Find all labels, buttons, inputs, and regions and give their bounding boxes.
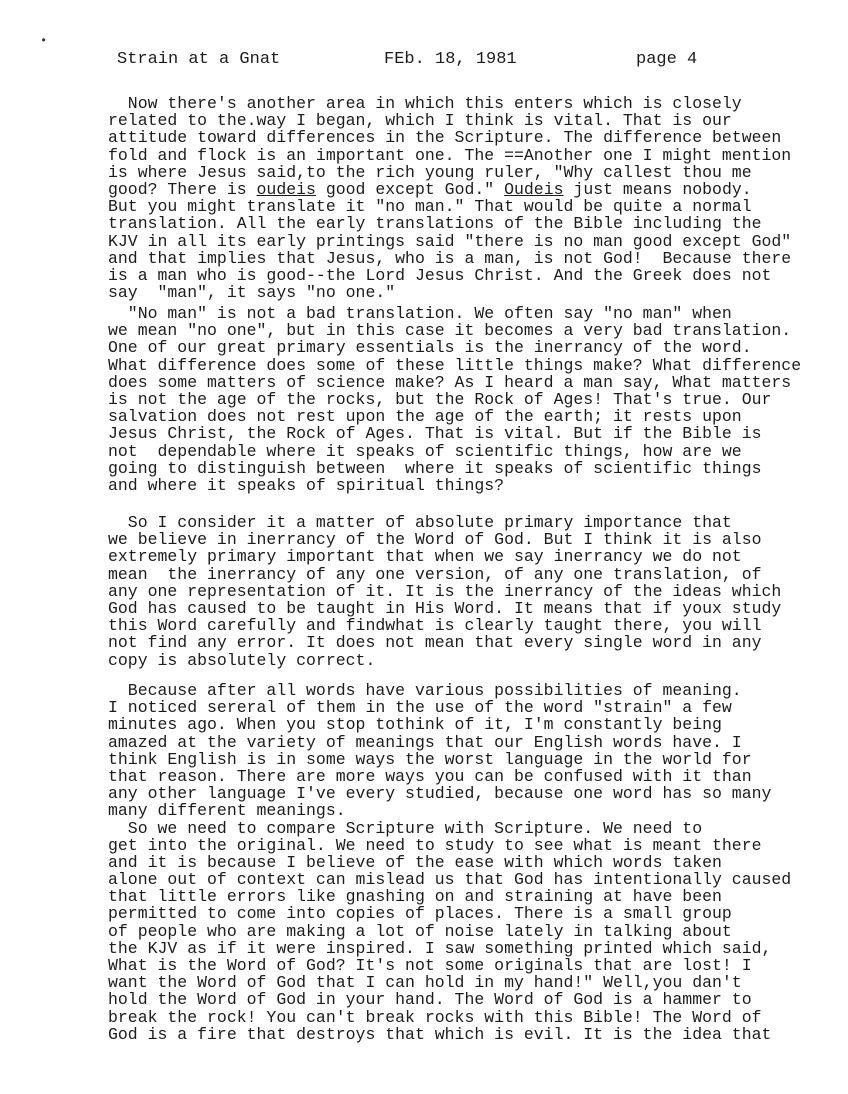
text-line: that little errors like gnashing on and straining at have been (108, 887, 722, 907)
text-line: going to distinguish between where it speaks of scientific things (108, 458, 762, 478)
text-line: this Word carefully and findwhat is clearly taught there, you will (108, 616, 762, 636)
text-line: of people who are making a lot of noise lately in talking about (108, 921, 732, 941)
text-line: attitude toward differences in the Scripture. The difference between (108, 128, 782, 148)
text-line: amazed at the variety of meanings that our English words have. I (108, 732, 742, 752)
text-line: any other language I've every studied, because one word has so many (108, 784, 772, 804)
text-line: I noticed sereral of them in the use of the word "strain" a few (108, 698, 732, 718)
text-line: Because after all words have various possibilities of meaning. (108, 681, 742, 700)
paragraph-3 (108, 514, 781, 669)
text-line: God has caused to be taught in His Word. It means that if youx study (108, 598, 782, 618)
text-line: translation. All the early translations of the Bible including the (108, 214, 762, 234)
text-line: and it is because I believe of the ease with which words taken (108, 852, 722, 872)
text-line: does some matters of science make? As I heard a man say, What matters (108, 372, 792, 392)
text-line: is a man who is good--the Lord Jesus Christ. And the Greek does not (108, 265, 772, 285)
text-line: extremely primary important that when we say inerrancy we do not (108, 547, 742, 567)
text-line: KJV in all its early printings said "there is no man good except God" (108, 231, 792, 251)
text-line: So I consider it a matter of absolute primary importance that (108, 513, 732, 532)
text-line: say "man", it says "no one." (108, 283, 396, 303)
paragraph-1 (108, 95, 791, 301)
header-page: page 4 (636, 50, 698, 69)
text-line: is not the age of the rocks, but the Rock of Ages! That's true. Our (108, 389, 772, 409)
text-line: copy is absolutely correct. (108, 650, 376, 670)
underlined-word: Oudeis (504, 179, 564, 199)
text-line: get into the original. We need to study to see what is meant there (108, 835, 762, 855)
text-line: that reason. There are more ways you can be confused with it than (108, 766, 752, 786)
text-line: the KJV as if it were inspired. I saw something printed which said, (108, 938, 772, 958)
text-line: Jesus Christ, the Rock of Ages. That is vital. But if the Bible is (108, 424, 762, 444)
paragraph-2 (108, 305, 801, 494)
text-line: "No man" is not a bad translation. We often say "no man" when (108, 304, 732, 323)
text-line: One of our great primary essentials is the inerrancy of the word. (108, 338, 752, 358)
text-line: But you might translate it "no man." That would be quite a normal (108, 197, 752, 217)
text-line: alone out of context can mislead us that God has intentionally caused (108, 870, 792, 890)
text-line: think English is in some ways the worst language in the world for (108, 749, 752, 769)
text: just means nobody. (563, 179, 752, 199)
text: good except God." (315, 179, 505, 199)
text-line: So we need to compare Scripture with Scripture. We need to (108, 818, 703, 838)
text-line: Now there's another area in which this enters which is closely (108, 94, 742, 113)
text-line: What is the Word of God? It's not some originals that are lost! I (108, 956, 752, 975)
text-line: is where Jesus said,to the rich young ruler, "Why callest thou me (108, 162, 752, 182)
text-line: What difference does some of these little things make? What difference (108, 355, 802, 375)
text-line: any one representation of it. It is the inerrancy of the ideas which (108, 581, 782, 601)
text-line: hold the Word of God in your hand. The Word of God is a hammer to (108, 990, 752, 1010)
text-line: not find any error. It does not mean that every single word in any (108, 633, 762, 653)
text-line: fold and flock is an important one. The ==Another one I might mention (108, 145, 792, 165)
oudeis-line (108, 181, 791, 198)
text-line: many different meanings. (108, 801, 346, 821)
text-line: mean the inerrancy of any one version, of any one translation, of (108, 564, 762, 584)
text: good? There is (108, 179, 257, 199)
text-line: break the rock! You can't break rocks with this Bible! The Word of (108, 1007, 762, 1027)
text-line: and where it speaks of spiritual things? (108, 475, 505, 495)
text-line: and that implies that Jesus, who is a man, is not God! Because there (108, 248, 792, 268)
header-title: Strain at a Gnat (117, 50, 281, 69)
margin-mark: • (40, 34, 48, 48)
text-line: want the Word of God that I can hold in my hand!" Well,you dan't (108, 973, 742, 993)
text-line: salvation does not rest upon the age of the earth; it rests upon (108, 407, 742, 427)
header-date: FEb. 18, 1981 (384, 50, 517, 69)
text-line: not dependable where it speaks of scientific things, how are we (108, 441, 742, 461)
underlined-word: oudeis (256, 179, 316, 199)
text-line: God is a fire that destroys that which is evil. It is the idea that (108, 1024, 772, 1044)
text-line: we believe in inerrancy of the Word of God. But I think it is also (108, 530, 762, 550)
paragraph-4 (108, 682, 791, 1043)
text-line: related to the.way I began, which I think is vital. That is our (108, 111, 732, 131)
text-line: we mean "no one", but in this case it becomes a very bad translation. (108, 321, 792, 341)
text-line: permitted to come into copies of places. There is a small group (108, 904, 732, 924)
text-line: minutes ago. When you stop tothink of it, I'm constantly being (108, 715, 722, 735)
